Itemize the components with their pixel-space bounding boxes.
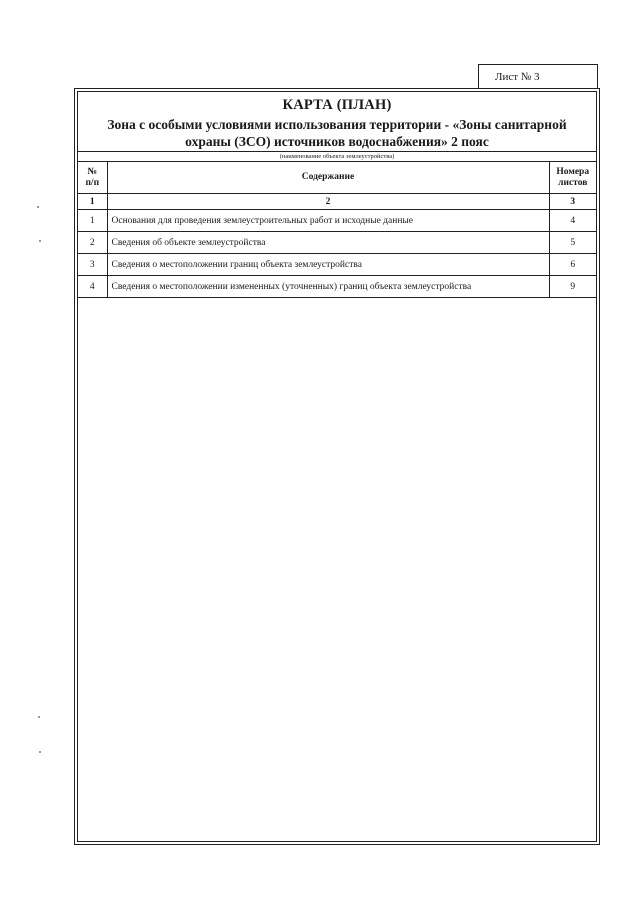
column-index: 3 xyxy=(549,194,596,210)
table-row xyxy=(78,232,596,254)
document-frame xyxy=(74,88,600,845)
scan-speck xyxy=(38,716,40,718)
row-number: 1 xyxy=(78,210,107,232)
document-header xyxy=(78,92,596,154)
column-index: 1 xyxy=(78,194,107,210)
sheet-number: Лист № 3 xyxy=(495,71,540,83)
column-header-number: № п/п xyxy=(78,162,107,194)
row-contents: Сведения о местоположении измененных (уточненных) границ объекта землеустройства xyxy=(107,276,549,298)
scan-speck xyxy=(39,240,41,242)
table-row xyxy=(78,254,596,276)
scan-speck xyxy=(37,206,39,208)
row-number: 4 xyxy=(78,276,107,298)
row-page: 9 xyxy=(549,276,596,298)
contents-table xyxy=(78,161,596,298)
row-page: 6 xyxy=(549,254,596,276)
subtitle-line-1: Зона с особыми условиями использования территории - «Зоны санитарной xyxy=(107,117,567,132)
row-page: 5 xyxy=(549,232,596,254)
row-contents: Сведения об объекте землеустройства xyxy=(107,232,549,254)
document-inner-frame xyxy=(77,91,597,842)
column-index-row xyxy=(78,194,596,210)
document-subtitle xyxy=(78,116,596,150)
scan-speck xyxy=(39,751,41,753)
column-header-pages: Номера листов xyxy=(549,162,596,194)
row-number: 3 xyxy=(78,254,107,276)
table-header-row xyxy=(78,162,596,194)
column-index: 2 xyxy=(107,194,549,210)
row-contents: Основания для проведения землеустроительных работ и исходные данные xyxy=(107,210,549,232)
object-name-caption: (наименование объекта землеустройства) xyxy=(78,151,596,162)
row-number: 2 xyxy=(78,232,107,254)
table-row xyxy=(78,210,596,232)
row-contents: Сведения о местоположении границ объекта землеустройства xyxy=(107,254,549,276)
table-row xyxy=(78,276,596,298)
document-title: КАРТА (ПЛАН) xyxy=(282,97,392,113)
column-header-contents: Содержание xyxy=(107,162,549,194)
row-page: 4 xyxy=(549,210,596,232)
subtitle-line-2: охраны (ЗСО) источников водоснабжения» 2 пояс xyxy=(185,134,489,149)
sheet-number-box xyxy=(478,64,598,89)
